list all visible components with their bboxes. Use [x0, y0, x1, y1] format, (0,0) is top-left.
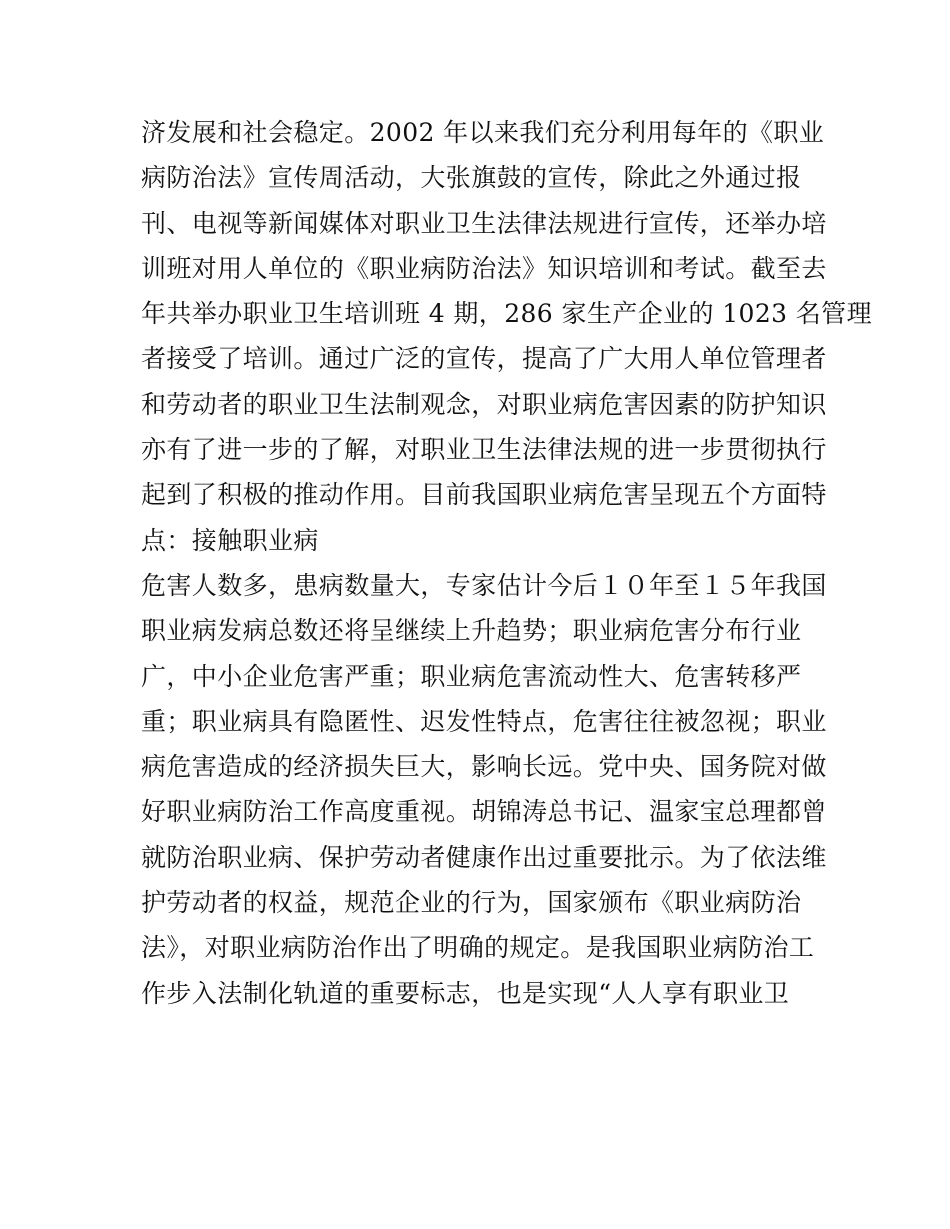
text-line: 病危害造成的经济损失巨大，影响长远。党中央、国务院对做 — [141, 752, 827, 782]
text-line: 病防治法》宣传周活动，大张旗鼓的宣传，除此之外通过报 — [141, 163, 802, 193]
text-line: 年共举办职业卫生培训班 4 期，286 家生产企业的 1023 名管理 — [141, 299, 872, 329]
text-line: 点：接触职业病 — [141, 525, 319, 555]
text-line: 危害人数多，患病数量大，专家估计今后１０年至１５年我国 — [141, 570, 827, 600]
text-line: 广，中小企业危害严重；职业病危害流动性大、危害转移严 — [141, 661, 802, 691]
document-body — [141, 110, 872, 1016]
text-line: 亦有了进一步的了解，对职业卫生法律法规的进一步贯彻执行 — [141, 435, 827, 465]
text-line: 作步入法制化轨道的重要标志，也是实现“人人享有职业卫 — [141, 978, 790, 1008]
text-line: 训班对用人单位的《职业病防治法》知识培训和考试。截至去 — [141, 253, 827, 283]
text-line: 就防治职业病、保护劳动者健康作出过重要批示。为了依法维 — [141, 842, 827, 872]
text-line: 和劳动者的职业卫生法制观念，对职业病危害因素的防护知识 — [141, 389, 827, 419]
text-line: 职业病发病总数还将呈继续上升趋势；职业病危害分布行业 — [141, 616, 802, 646]
text-line: 重；职业病具有隐匿性、迟发性特点，危害往往被忽视；职业 — [141, 706, 827, 736]
text-line: 好职业病防治工作高度重视。胡锦涛总书记、温家宝总理都曾 — [141, 797, 827, 827]
text-line: 法》，对职业病防治作出了明确的规定。是我国职业病防治工 — [141, 933, 815, 963]
text-line: 者接受了培训。通过广泛的宣传，提高了广大用人单位管理者 — [141, 344, 827, 374]
text-line: 刊、电视等新闻媒体对职业卫生法律法规进行宣传，还举办培 — [141, 208, 827, 238]
text-line: 济发展和社会稳定。2002 年以来我们充分利用每年的《职业 — [141, 118, 825, 147]
text-line: 护劳动者的权益，规范企业的行为，国家颁布《职业病防治 — [141, 888, 802, 918]
text-line: 起到了积极的推动作用。目前我国职业病危害呈现五个方面特 — [141, 480, 827, 510]
